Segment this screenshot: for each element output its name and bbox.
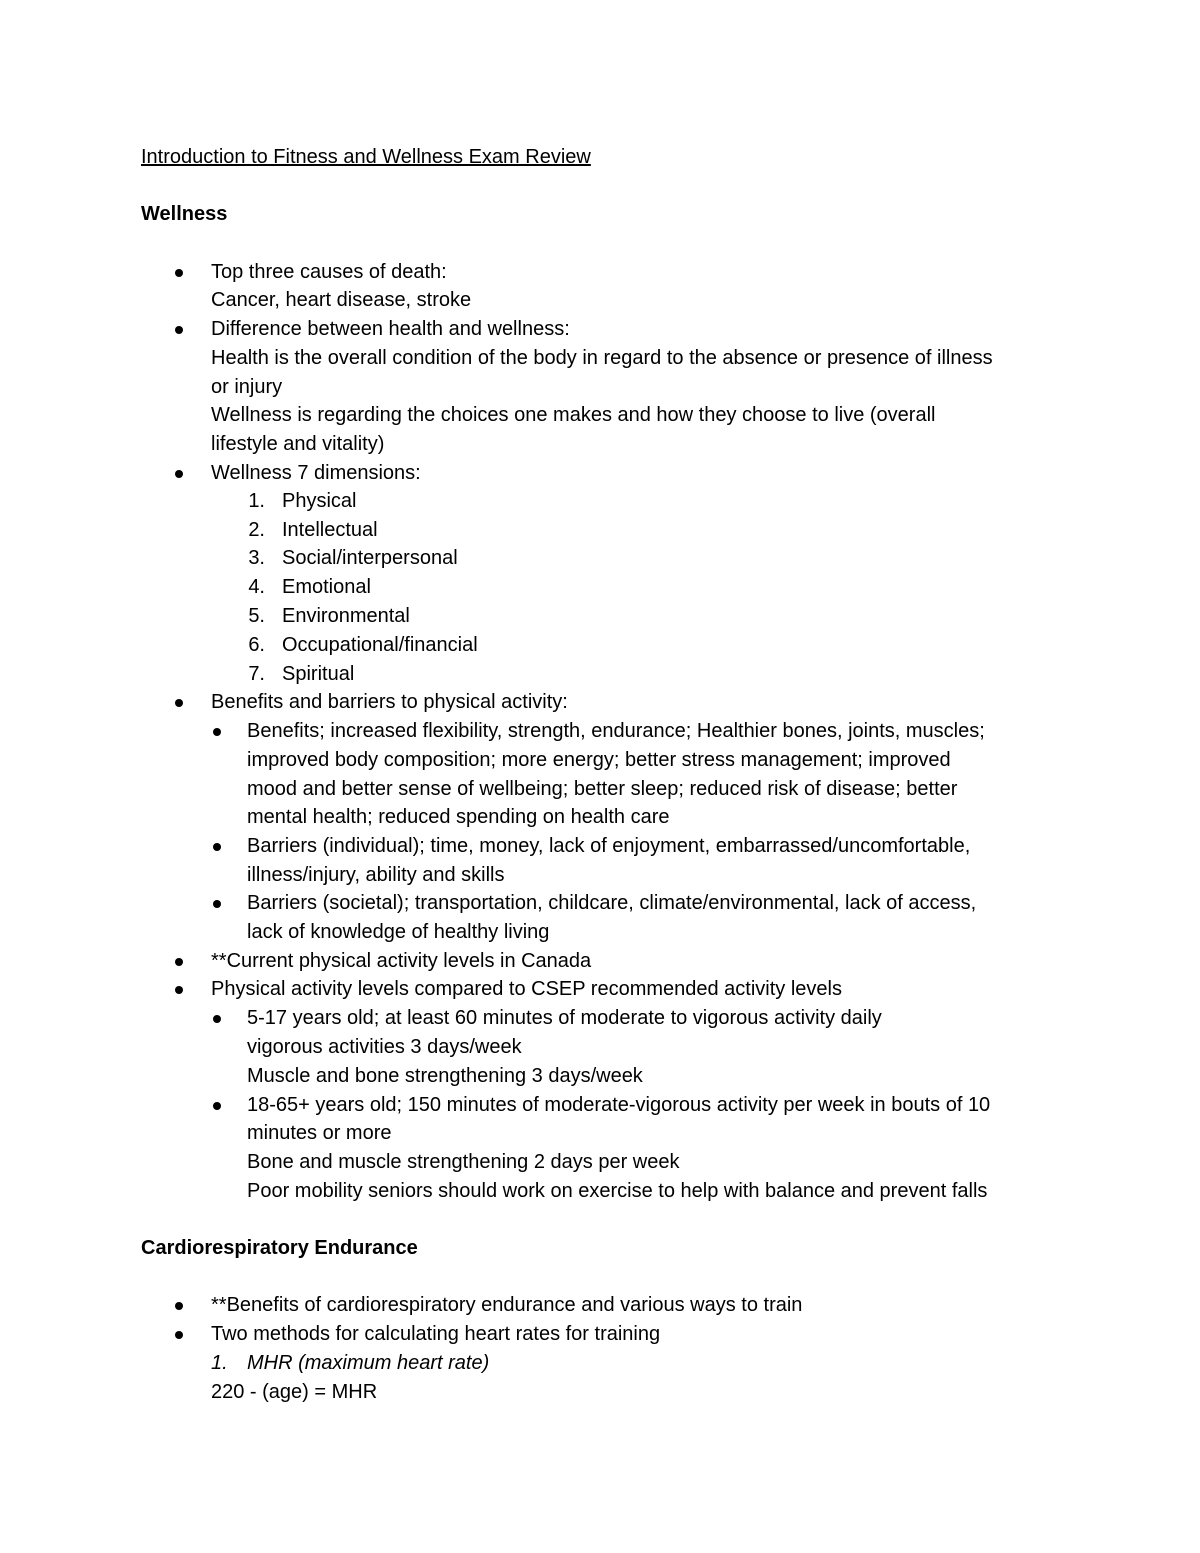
dimensions-label: Wellness 7 dimensions: (211, 462, 421, 484)
methods-label: Two methods for calculating heart rates for training (211, 1323, 661, 1345)
wellness-definition-line: Wellness is regarding the choices one makes and how they choose to live (overall (211, 404, 936, 426)
adult-guideline-line: Bone and muscle strengthening 2 days per week (247, 1151, 680, 1173)
health-label: Difference between health and wellness: (211, 318, 570, 340)
bullet-icon (175, 269, 183, 277)
list-number: 1. (248, 490, 265, 512)
mhr-label: MHR (maximum heart rate) (247, 1352, 490, 1374)
bullet-icon (175, 1331, 183, 1339)
csep-label: Physical activity levels compared to CSEP recommended activity levels (211, 978, 842, 1000)
bullet-icon (175, 1302, 183, 1310)
benefits-line: improved body composition; more energy; better stress management; improved (247, 749, 951, 771)
youth-guideline-line: vigorous activities 3 days/week (247, 1036, 522, 1058)
current-levels-item: **Current physical activity levels in Canada (211, 950, 592, 972)
benefits-line: mental health; reduced spending on health care (247, 806, 670, 828)
adult-guideline-line: 18-65+ years old; 150 minutes of moderate-vigorous activity per week in bouts of 10 (247, 1094, 991, 1116)
youth-guideline-line: 5-17 years old; at least 60 minutes of moderate to vigorous activity daily (247, 1007, 882, 1029)
list-number: 5. (248, 605, 265, 627)
section-heading-cardio: Cardiorespiratory Endurance (141, 1237, 418, 1259)
dimension-item: Physical (282, 490, 357, 512)
dimension-item: Emotional (282, 576, 371, 598)
health-definition-line: or injury (211, 376, 283, 398)
health-definition-line: Health is the overall condition of the body in regard to the absence or presence of illness (211, 347, 993, 369)
bullet-icon (175, 986, 183, 994)
list-number: 6. (248, 634, 265, 656)
bullet-icon (175, 958, 183, 966)
causes-answer: Cancer, heart disease, stroke (211, 289, 472, 311)
dimension-item: Intellectual (282, 519, 378, 541)
youth-guideline-line: Muscle and bone strengthening 3 days/week (247, 1065, 643, 1087)
bullet-icon (213, 728, 221, 736)
dimension-item: Occupational/financial (282, 634, 478, 656)
barriers-societal-line: lack of knowledge of healthy living (247, 921, 550, 943)
bullet-icon (175, 470, 183, 478)
list-number: 3. (248, 547, 265, 569)
wellness-definition-line: lifestyle and vitality) (211, 433, 385, 455)
bullet-icon (175, 699, 183, 707)
barriers-societal-line: Barriers (societal); transportation, childcare, climate/environmental, lack of access, (247, 892, 977, 914)
bullet-icon (175, 326, 183, 334)
bullet-icon (213, 843, 221, 851)
document-title: Introduction to Fitness and Wellness Exam Review (141, 146, 591, 168)
bullet-icon (213, 1102, 221, 1110)
list-number: 1. (211, 1352, 228, 1374)
bullet-icon (213, 1015, 221, 1023)
barriers-individual-line: illness/injury, ability and skills (247, 864, 505, 886)
benefits-barriers-label: Benefits and barriers to physical activity: (211, 691, 568, 713)
list-number: 7. (248, 663, 265, 685)
causes-label: Top three causes of death: (211, 261, 447, 283)
list-number: 4. (248, 576, 265, 598)
adult-guideline-line: minutes or more (247, 1122, 392, 1144)
bullet-icon (213, 900, 221, 908)
adult-guideline-line: Poor mobility seniors should work on exercise to help with balance and prevent falls (247, 1180, 988, 1202)
mhr-formula: 220 - (age) = MHR (211, 1381, 378, 1403)
cardio-benefits-item: **Benefits of cardiorespiratory endurance and various ways to train (211, 1294, 803, 1316)
barriers-individual-line: Barriers (individual); time, money, lack of enjoyment, embarrassed/uncomfortable, (247, 835, 971, 857)
benefits-line: mood and better sense of wellbeing; better sleep; reduced risk of disease; better (247, 778, 958, 800)
dimension-item: Spiritual (282, 663, 355, 685)
section-heading-wellness: Wellness (141, 203, 228, 225)
benefits-line: Benefits; increased flexibility, strength, endurance; Healthier bones, joints, muscles; (247, 720, 985, 742)
list-number: 2. (248, 519, 265, 541)
dimension-item: Social/interpersonal (282, 547, 458, 569)
dimension-item: Environmental (282, 605, 410, 627)
